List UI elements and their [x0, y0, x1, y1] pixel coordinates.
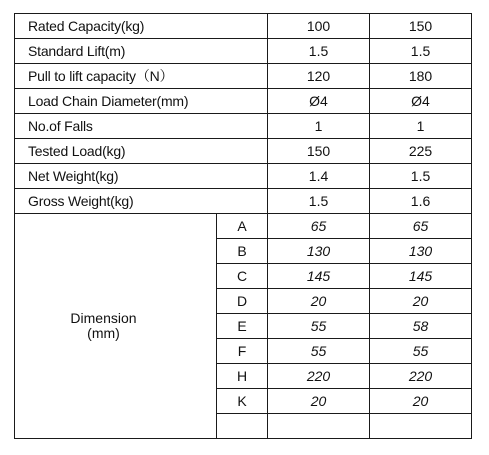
spec-label: Load Chain Diameter(mm) — [15, 89, 268, 114]
dimension-label-unit: (mm) — [87, 325, 120, 341]
dimension-key: A — [217, 214, 268, 239]
dimension-row-a — [15, 214, 472, 239]
dimension-value-model-1: 20 — [268, 289, 370, 314]
spec-value-model-2: 1.6 — [370, 189, 472, 214]
spec-label: Standard Lift(m) — [15, 39, 268, 64]
dimension-value-model-1: 65 — [268, 214, 370, 239]
dimension-value-model-2: 65 — [370, 214, 472, 239]
hoist-spec-table — [14, 13, 472, 439]
spec-row-tested-load — [15, 139, 472, 164]
spec-value-model-1: 1 — [268, 114, 370, 139]
empty-cell — [217, 414, 268, 439]
spec-row-gross-weight — [15, 189, 472, 214]
spec-value-model-1: Ø4 — [268, 89, 370, 114]
spec-value-model-2: 1.5 — [370, 39, 472, 64]
spec-row-rated-capacity — [15, 14, 472, 39]
dimension-value-model-1: 145 — [268, 264, 370, 289]
spec-row-standard-lift — [15, 39, 472, 64]
dimension-key: K — [217, 389, 268, 414]
empty-cell — [370, 414, 472, 439]
spec-value-model-2: 225 — [370, 139, 472, 164]
dimension-key: C — [217, 264, 268, 289]
dimension-key: E — [217, 314, 268, 339]
spec-value-model-1: 1.5 — [268, 39, 370, 64]
dimension-key: F — [217, 339, 268, 364]
dimension-value-model-2: 20 — [370, 389, 472, 414]
spec-value-model-2: 150 — [370, 14, 472, 39]
spec-label: Tested Load(kg) — [15, 139, 268, 164]
dimension-label-title: Dimension — [70, 310, 137, 326]
spec-label: Rated Capacity(kg) — [15, 14, 268, 39]
dimension-key: B — [217, 239, 268, 264]
dimension-value-model-2: 130 — [370, 239, 472, 264]
spec-value-model-1: 120 — [268, 64, 370, 89]
dimension-key: H — [217, 364, 268, 389]
spec-value-model-2: Ø4 — [370, 89, 472, 114]
spec-row-falls — [15, 114, 472, 139]
spec-value-model-2: 1 — [370, 114, 472, 139]
dimension-value-model-2: 58 — [370, 314, 472, 339]
spec-row-chain-diameter — [15, 89, 472, 114]
spec-value-model-2: 180 — [370, 64, 472, 89]
dimension-value-model-2: 55 — [370, 339, 472, 364]
spec-value-model-2: 1.5 — [370, 164, 472, 189]
spec-value-model-1: 1.5 — [268, 189, 370, 214]
dimension-label — [15, 214, 217, 439]
spec-value-model-1: 1.4 — [268, 164, 370, 189]
dimension-value-model-1: 55 — [268, 314, 370, 339]
spec-row-net-weight — [15, 164, 472, 189]
dimension-value-model-2: 220 — [370, 364, 472, 389]
dimension-value-model-1: 220 — [268, 364, 370, 389]
dimension-value-model-1: 20 — [268, 389, 370, 414]
empty-cell — [268, 414, 370, 439]
spec-label: No.of Falls — [15, 114, 268, 139]
dimension-value-model-1: 130 — [268, 239, 370, 264]
dimension-value-model-1: 55 — [268, 339, 370, 364]
spec-value-model-1: 100 — [268, 14, 370, 39]
spec-label: Pull to lift capacity（N） — [15, 64, 268, 89]
spec-label: Net Weight(kg) — [15, 164, 268, 189]
dimension-key: D — [217, 289, 268, 314]
spec-value-model-1: 150 — [268, 139, 370, 164]
spec-label: Gross Weight(kg) — [15, 189, 268, 214]
dimension-value-model-2: 20 — [370, 289, 472, 314]
spec-row-pull-to-lift — [15, 64, 472, 89]
dimension-value-model-2: 145 — [370, 264, 472, 289]
